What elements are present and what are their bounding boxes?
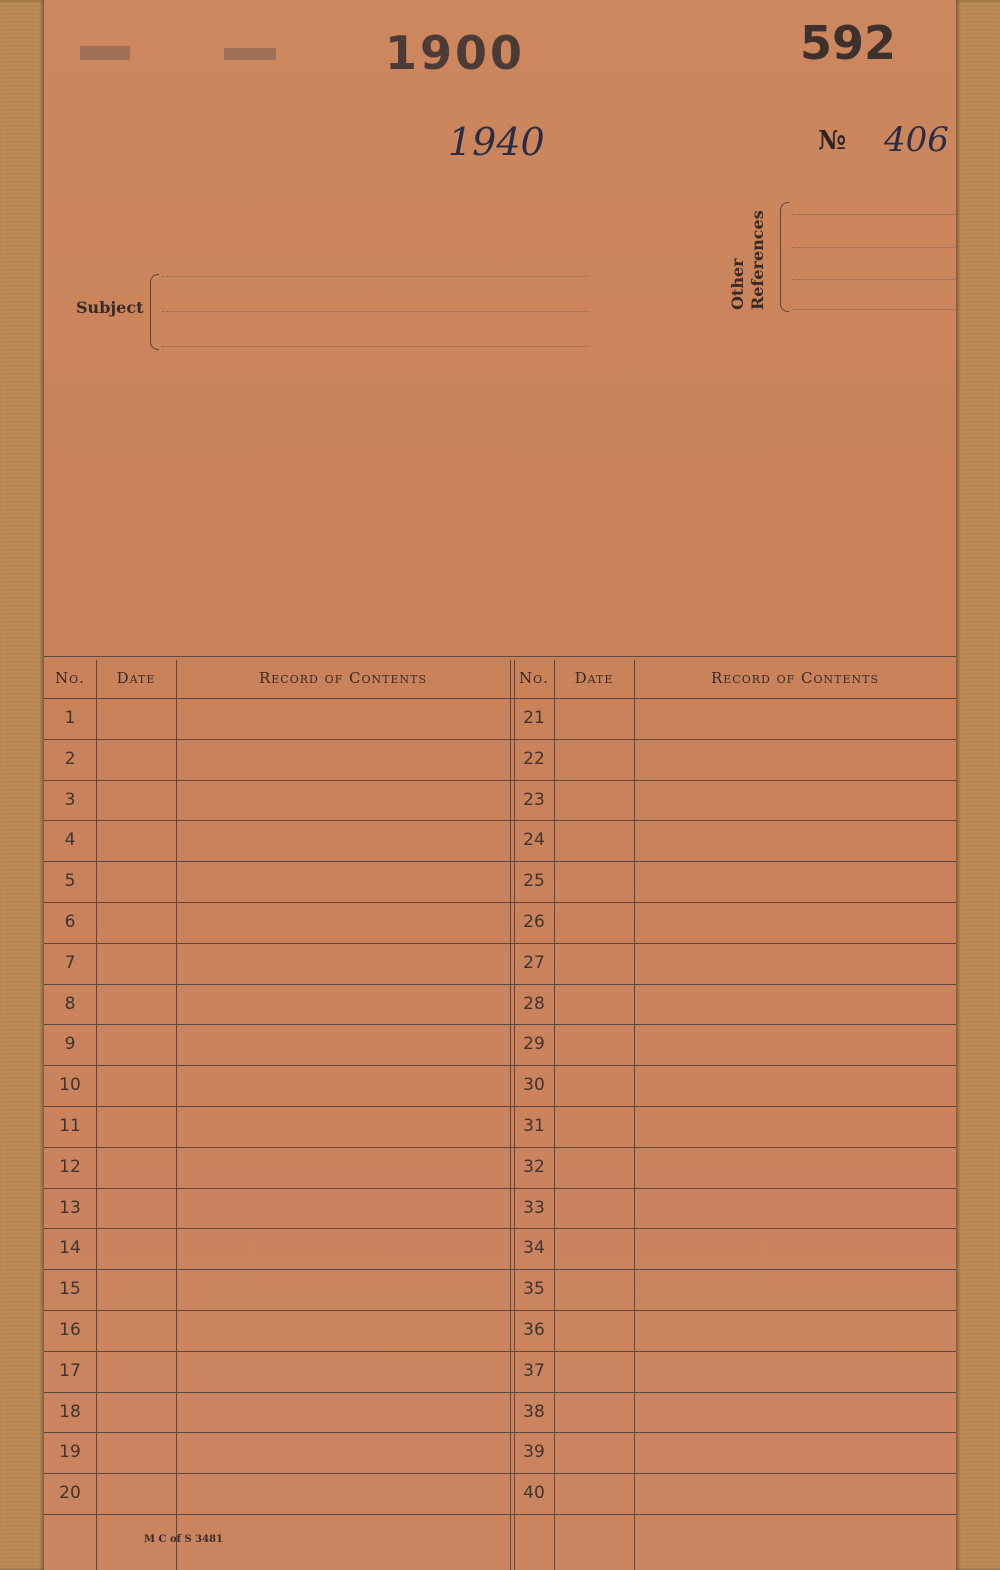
row-number-right: 25 bbox=[523, 871, 545, 892]
row-number-left: 20 bbox=[59, 1483, 81, 1504]
row-number-left: 15 bbox=[59, 1279, 81, 1300]
row-rule bbox=[44, 1351, 956, 1352]
row-rule bbox=[44, 1514, 956, 1515]
row-number-right: 27 bbox=[523, 952, 545, 973]
row-number-right: 21 bbox=[523, 708, 545, 728]
row-number-right: 26 bbox=[523, 912, 545, 932]
header-no-left: No. bbox=[55, 669, 85, 687]
row-number-right: 29 bbox=[523, 1034, 545, 1055]
other-references-brace bbox=[780, 202, 789, 312]
right-binding-tape bbox=[956, 0, 1000, 1570]
row-number-right: 24 bbox=[523, 830, 545, 851]
row-number-left: 9 bbox=[64, 1034, 76, 1055]
header-no-right: No. bbox=[519, 669, 549, 687]
subject-line bbox=[162, 276, 588, 277]
row-rule bbox=[44, 1269, 956, 1270]
column-divider bbox=[634, 660, 635, 1570]
column-divider bbox=[510, 660, 511, 1570]
row-number-right: 39 bbox=[523, 1442, 545, 1463]
row-rule bbox=[44, 943, 956, 944]
row-number-right: 23 bbox=[523, 789, 545, 810]
row-number-left: 1 bbox=[64, 708, 76, 728]
header-date-left: Date bbox=[116, 669, 156, 687]
left-binding-tape bbox=[0, 0, 44, 1570]
other-references-label: Other References bbox=[728, 210, 767, 310]
stamped-file-number: 592 bbox=[800, 16, 897, 70]
subject-line bbox=[162, 311, 588, 312]
reference-line bbox=[792, 247, 956, 248]
row-rule bbox=[44, 1147, 956, 1148]
row-number-left: 7 bbox=[64, 952, 76, 973]
reference-line bbox=[792, 279, 956, 280]
reference-line bbox=[792, 309, 956, 310]
record-of-contents-table bbox=[44, 660, 956, 1570]
handwritten-file-number: 406 bbox=[884, 120, 949, 160]
row-number-left: 19 bbox=[59, 1442, 81, 1463]
row-rule bbox=[44, 780, 956, 781]
row-number-left: 3 bbox=[64, 789, 76, 810]
row-rule bbox=[44, 861, 956, 862]
header-date-right: Date bbox=[574, 669, 614, 687]
row-number-right: 36 bbox=[523, 1320, 545, 1340]
header-record-left: Record of Contents bbox=[258, 669, 428, 687]
column-divider bbox=[554, 660, 555, 1570]
row-rule bbox=[44, 1228, 956, 1229]
row-number-left: 18 bbox=[59, 1401, 81, 1422]
header-record-right: Record of Contents bbox=[710, 669, 880, 687]
faded-stamp-mark bbox=[224, 48, 276, 60]
handwritten-year: 1940 bbox=[448, 120, 545, 164]
row-number-left: 17 bbox=[59, 1360, 81, 1381]
row-number-right: 35 bbox=[523, 1279, 545, 1300]
row-number-left: 12 bbox=[59, 1156, 81, 1177]
row-number-left: 2 bbox=[64, 748, 76, 769]
row-number-right: 33 bbox=[523, 1197, 545, 1218]
row-number-right: 37 bbox=[523, 1360, 545, 1381]
row-number-right: 32 bbox=[523, 1156, 545, 1177]
row-number-right: 38 bbox=[523, 1401, 545, 1422]
row-rule bbox=[44, 1024, 956, 1025]
row-number-left: 4 bbox=[64, 830, 76, 851]
row-number-right: 34 bbox=[523, 1238, 545, 1259]
row-rule bbox=[44, 1188, 956, 1189]
row-rule bbox=[44, 820, 956, 821]
row-number-left: 10 bbox=[59, 1075, 81, 1096]
row-number-left: 14 bbox=[59, 1238, 81, 1259]
row-rule bbox=[44, 739, 956, 740]
row-number-right: 30 bbox=[523, 1075, 545, 1096]
row-number-left: 13 bbox=[59, 1197, 81, 1218]
row-rule bbox=[44, 1106, 956, 1107]
number-mark: № bbox=[818, 126, 847, 156]
faded-stamp-mark bbox=[80, 46, 130, 60]
row-rule bbox=[44, 698, 956, 699]
reference-line bbox=[792, 214, 956, 215]
row-rule bbox=[44, 1473, 956, 1474]
row-number-left: 8 bbox=[64, 993, 76, 1014]
ledger-top-rule bbox=[44, 656, 956, 657]
subject-brace bbox=[150, 274, 159, 350]
row-number-right: 22 bbox=[523, 748, 545, 769]
row-rule bbox=[44, 1432, 956, 1433]
print-code: M C of S 3481 bbox=[144, 1534, 223, 1545]
row-number-right: 40 bbox=[523, 1483, 545, 1504]
row-number-right: 28 bbox=[523, 993, 545, 1014]
row-rule bbox=[44, 902, 956, 903]
row-number-right: 31 bbox=[523, 1116, 545, 1136]
row-number-left: 11 bbox=[59, 1116, 81, 1136]
subject-line bbox=[162, 346, 588, 347]
row-rule bbox=[44, 1065, 956, 1066]
column-divider bbox=[176, 660, 177, 1570]
row-rule bbox=[44, 1392, 956, 1393]
column-divider bbox=[96, 660, 97, 1570]
row-number-left: 5 bbox=[64, 871, 76, 892]
row-rule bbox=[44, 1310, 956, 1311]
row-rule bbox=[44, 984, 956, 985]
subject-label: Subject bbox=[76, 298, 144, 317]
row-number-left: 6 bbox=[64, 912, 76, 932]
row-number-left: 16 bbox=[59, 1320, 81, 1340]
stamped-year: 1900 bbox=[385, 26, 526, 80]
